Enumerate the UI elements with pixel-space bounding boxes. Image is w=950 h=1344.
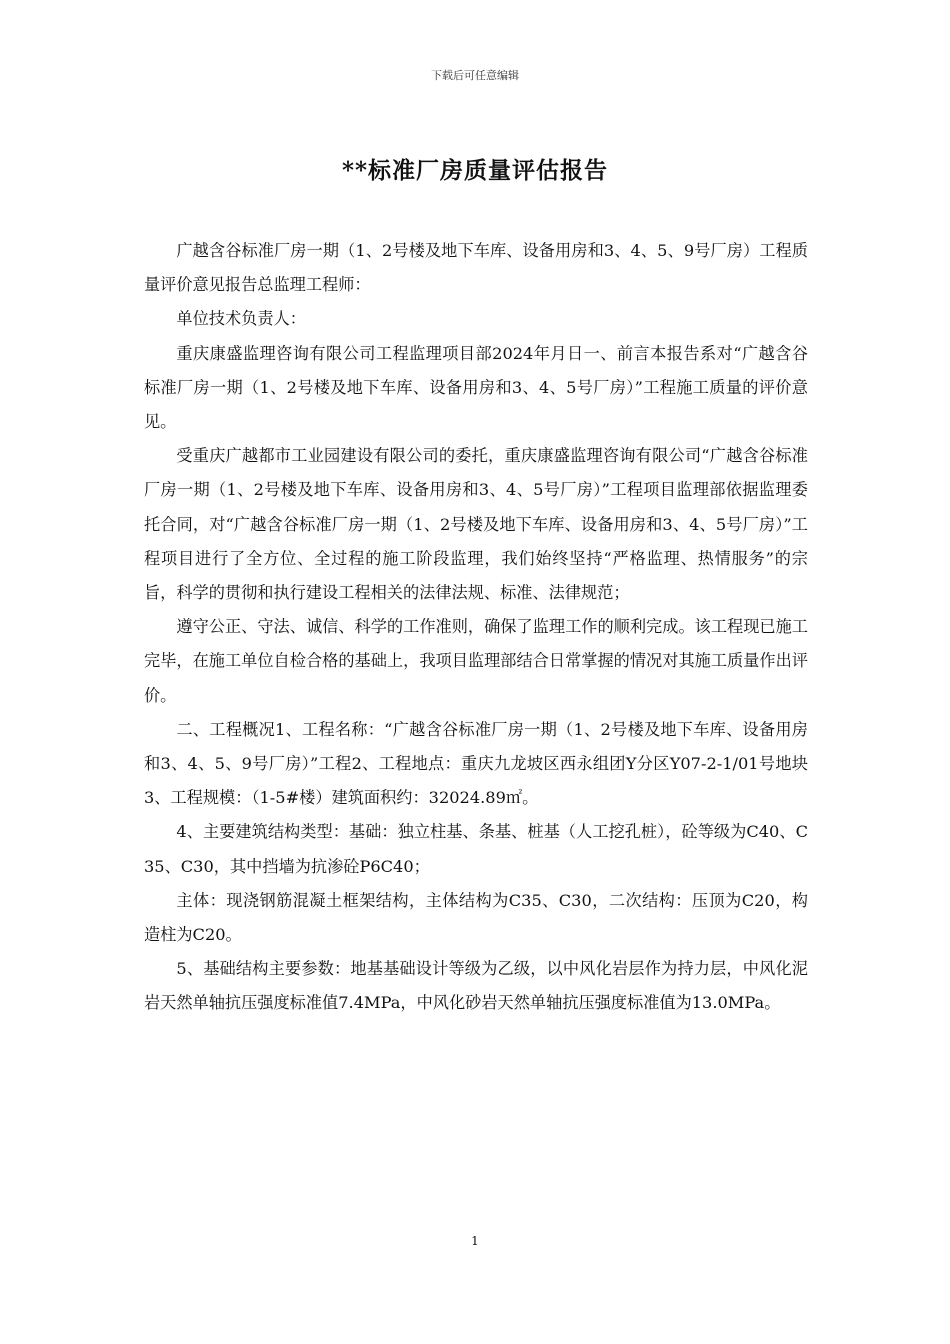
- paragraph-technical-lead: 单位技术负责人：: [176, 309, 306, 329]
- paragraph-recipients: 广越含谷标准厂房一期（1、2号楼及地下车库、设备用房和3、4、5、9号厂房）工程质量评价意见报告总监理工程师：: [144, 241, 808, 295]
- paragraph-structure-type: 4、主要建筑结构类型：基础：独立柱基、条基、桩基（人工挖孔桩），砼等级为C40、C35、C30，其中挡墙为抗渗砼P6C40；: [144, 822, 808, 876]
- paragraph-project-overview: 二、工程概况1、工程名称：“广越含谷标准厂房一期（1、2号楼及地下车库、设备用房和3、4、5、9号厂房）”工程2、工程地点：重庆九龙坡区西永组团Y分区Y07-2-1/01号地块3、工程规模：（1-5#楼）建筑面积约：32024.89㎡。: [144, 719, 808, 808]
- page-number: 1: [471, 1234, 479, 1248]
- paragraph-main-structure: 主体：现浇钢筋混凝土框架结构，主体结构为C35、C30，二次结构：压顶为C20，构造柱为C20。: [144, 890, 808, 945]
- document-title: **标准厂房质量评估报告: [341, 157, 609, 184]
- paragraph-foundation-parameters: 5、基础结构主要参数：地基基础设计等级为乙级，以中风化岩层作为持力层，中风化泥岩天然单轴抗压强度标准值7.4MPa，中风化砂岩天然单轴抗压强度标准值为13.0MPa。: [144, 959, 808, 1013]
- paragraph-principles: 遵守公正、守法、诚信、科学的工作准则，确保了监理工作的顺利完成。该工程现已施工完毕，在施工单位自检合格的基础上，我项目监理部结合日常掌握的情况对其施工质量作出评价。: [144, 617, 808, 705]
- header-note: 下载后可任意编辑: [431, 69, 519, 82]
- paragraph-preface: 重庆康盛监理咨询有限公司工程监理项目部2024年月日一、前言本报告系对“广越含谷标准厂房一期（1、2号楼及地下车库、设备用房和3、4、5号厂房）”工程施工质量的评价意见。: [144, 343, 808, 432]
- paragraph-commission: 受重庆广越都市工业园建设有限公司的委托，重庆康盛监理咨询有限公司“广越含谷标准厂房一期（1、2号楼及地下车库、设备用房和3、4、5号厂房）”工程项目监理部依据监理委托合同，对“广越含谷标准厂房一期（1、2号楼及地下车库、设备用房和3、4、5号厂房）”工程项目进行了全方位、全过程的施工阶段监理，我们始终坚持“严格监理、热情服务”的宗旨，科学的贯彻和执行建设工程相关的法律法规、标准、法律规范；: [144, 446, 808, 603]
- document-body: [144, 234, 808, 1021]
